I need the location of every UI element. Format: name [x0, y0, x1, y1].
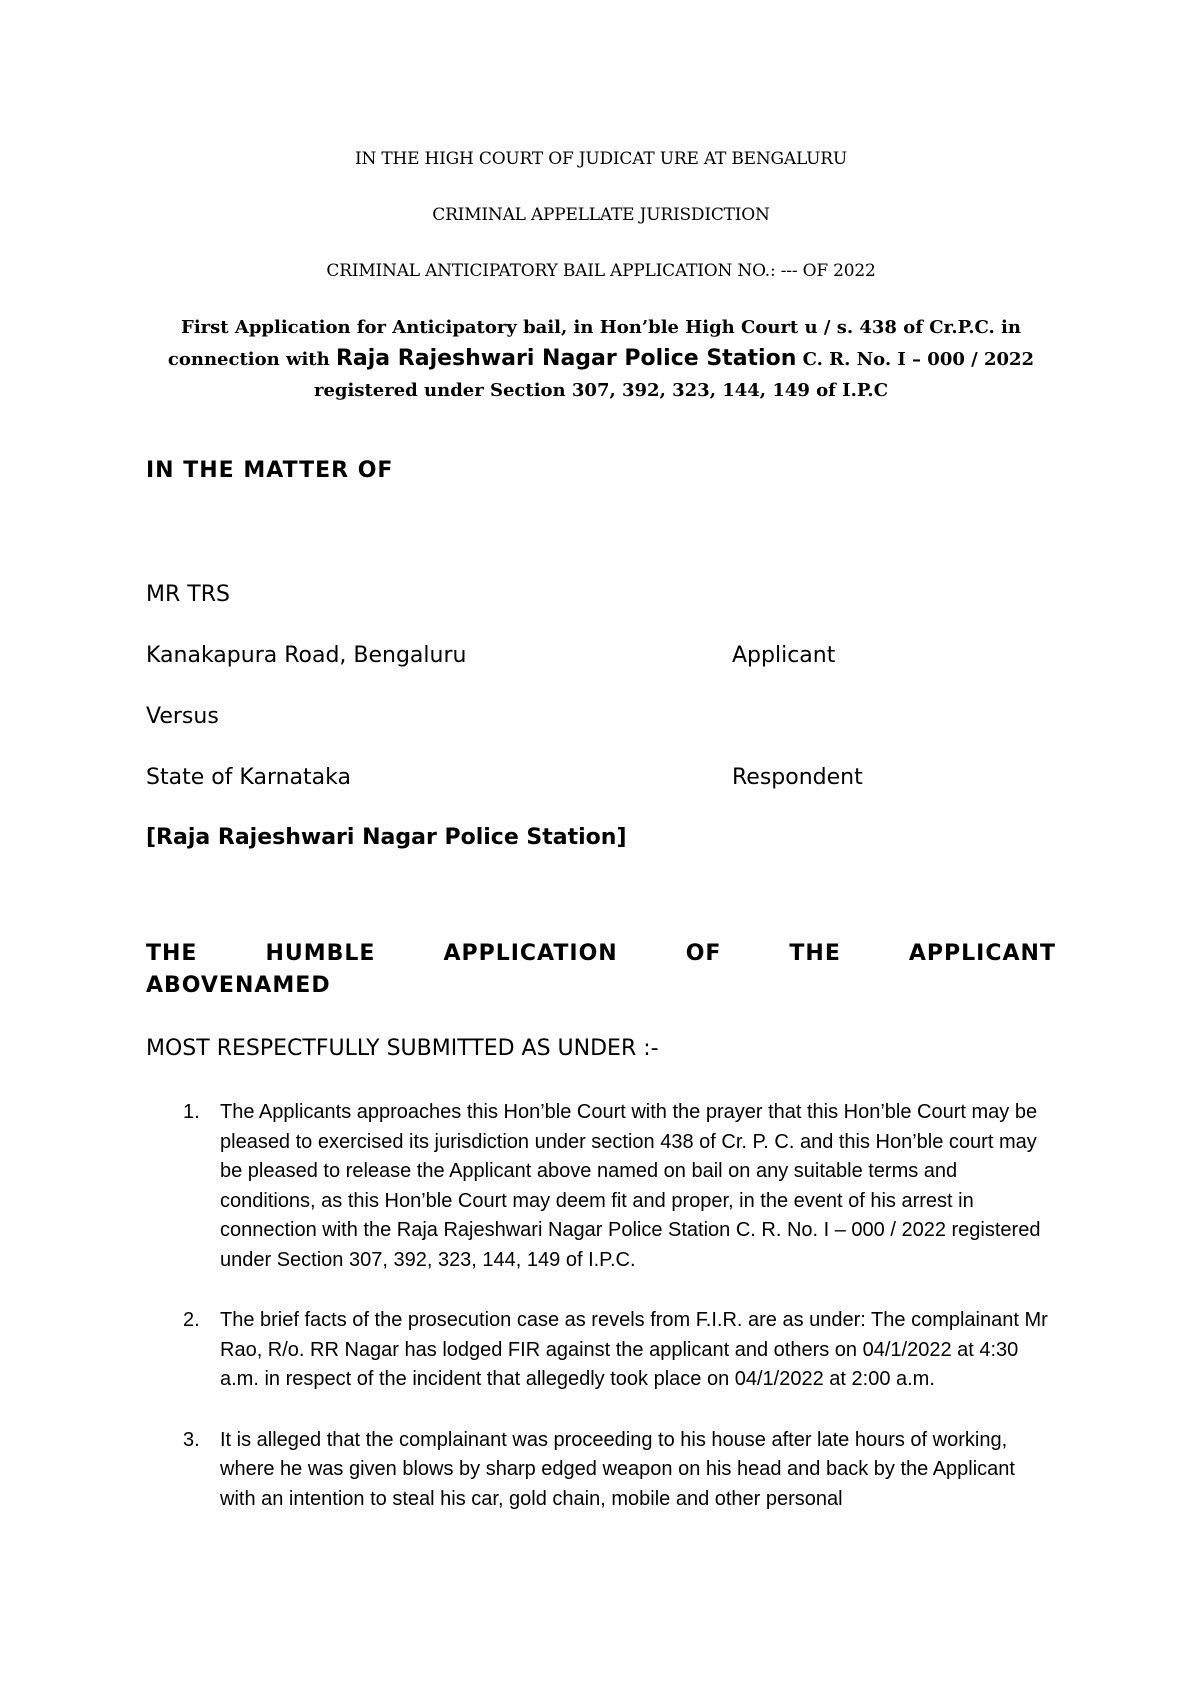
respondent-police-station: [Raja Rajeshwari Nagar Police Station]: [146, 825, 627, 850]
paragraph-item: [146, 1306, 1056, 1395]
humble-heading-line-1: [146, 938, 1056, 970]
application-number: CRIMINAL ANTICIPATORY BAIL APPLICATION NO.: --- OF 2022: [326, 261, 876, 281]
paragraph-text: It is alleged that the complainant was proceeding to his house after late hours of working, where he was given blows by sharp edged weapon on his head and back by the Applicant with an intention to steal his car, gold chain, mobile and other personal: [220, 1428, 1015, 1510]
police-station-name: Raja Rajeshwari Nagar Police Station: [335, 346, 797, 371]
humble-word: HUMBLE: [265, 941, 376, 966]
humble-word: THE: [789, 941, 841, 966]
jurisdiction-title: CRIMINAL APPELLATE JURISDICTION: [432, 205, 770, 225]
humble-word: APPLICANT: [908, 941, 1056, 966]
humble-word: APPLICATION: [443, 941, 618, 966]
submitted-heading: MOST RESPECTFULLY SUBMITTED AS UNDER :-: [146, 1036, 659, 1061]
in-the-matter-heading: IN THE MATTER OF: [146, 458, 394, 483]
paragraph-number: 1.: [183, 1101, 200, 1123]
paragraph-text: The Applicants approaches this Hon’ble Court with the prayer that this Hon’ble Court may be pleased to exercised its jurisdiction under section 438 of Cr. P. C. and this Hon’ble court may be pleased to release the Applicant above named on bail on any suitable terms and conditions, as this Hon’ble Court may deem fit and proper, in the event of his arrest in connection with the Raja Rajeshwari Nagar Police Station C. R. No. I – 000 / 2022 registered under Section 307, 392, 323, 144, 149 of I.P.C.: [220, 1101, 1041, 1271]
applicant-address: Kanakapura Road, Bengaluru: [146, 643, 467, 668]
respondent-name: State of Karnataka: [146, 765, 351, 790]
paragraph-number: 3.: [183, 1428, 200, 1451]
paragraph-number: 2.: [183, 1309, 200, 1331]
numbered-paragraphs: [146, 1098, 1056, 1545]
applicant-role: Applicant: [732, 643, 836, 668]
first-application-text-1: First Application for Anticipatory bail, in Hon’ble High Court u / s. 438 of Cr.P.C. in connection with: [167, 317, 1021, 370]
first-application-description: [146, 312, 1056, 406]
versus-label: Versus: [146, 704, 219, 729]
respondent-role: Respondent: [732, 765, 863, 790]
humble-word: THE: [146, 941, 198, 966]
applicant-name: MR TRS: [146, 582, 230, 607]
humble-application-heading: [146, 938, 1056, 1002]
paragraph-text: The brief facts of the prosecution case as revels from F.I.R. are as under: The complainant Mr Rao, R/o. RR Nagar has lodged FIR against the applicant and others on 04/1/2022 at 4:30 a.m. in respect of the incident that allegedly took place on 04/1/2022 at 2:00 a.m.: [220, 1309, 1048, 1390]
paragraph-item: [146, 1426, 1056, 1515]
court-title: IN THE HIGH COURT OF JUDICAT URE AT BENGALURU: [354, 149, 848, 169]
first-application-text-2: C. R. No. I – 000 / 2022 registered under Section 307, 392, 323, 144, 149 of I.P.C: [313, 349, 1035, 401]
humble-heading-line-2: ABOVENAMED: [146, 973, 331, 998]
paragraph-item: [146, 1098, 1056, 1275]
humble-word: OF: [685, 941, 722, 966]
